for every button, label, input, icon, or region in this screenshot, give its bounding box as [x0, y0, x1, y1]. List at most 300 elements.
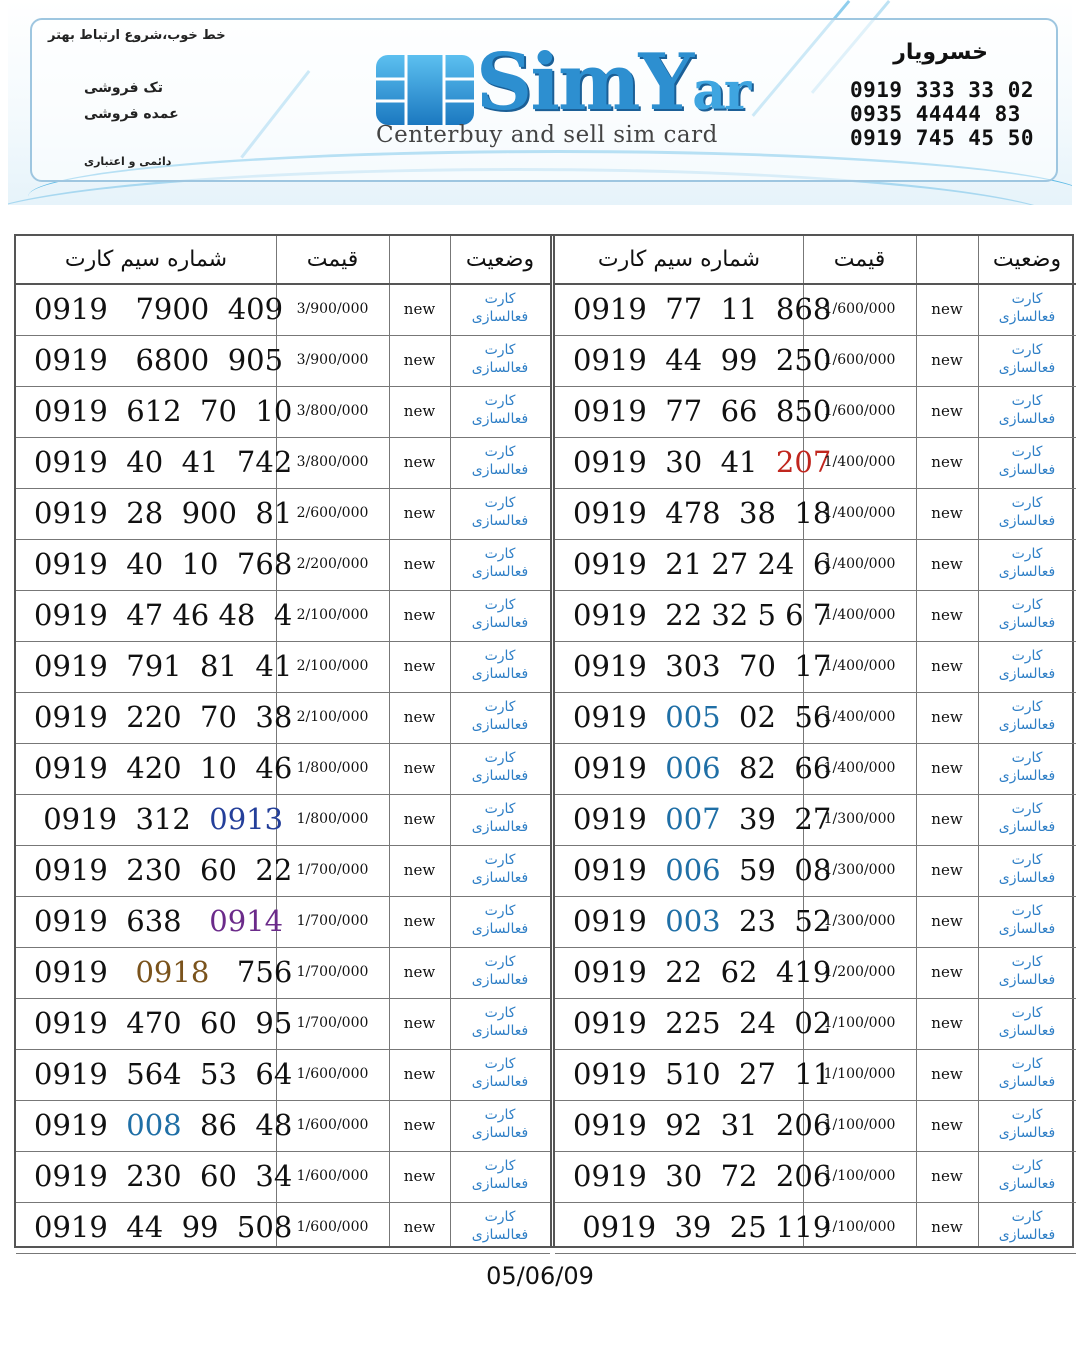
number-digits: 39 27: [720, 802, 832, 836]
table-row[interactable]: [16, 1049, 550, 1101]
table-row[interactable]: [555, 794, 1076, 846]
table-row[interactable]: [555, 590, 1076, 642]
price-cell: 3/800/000: [296, 403, 369, 419]
status-line-2: فعالسازی: [998, 717, 1056, 733]
number-digits: 02 56: [720, 700, 832, 734]
price-cell: 1/100/000: [823, 1015, 896, 1031]
header-banner: [8, 0, 1072, 205]
condition-cell: new: [931, 1167, 963, 1185]
condition-cell: new: [403, 759, 436, 777]
condition-cell: new: [931, 759, 963, 777]
sim-number: [555, 590, 832, 641]
status-line-2: فعالسازی: [471, 1176, 529, 1192]
table-row[interactable]: [555, 641, 1076, 693]
highlighted-digits: 008: [126, 1108, 182, 1142]
brand-logo-main: SimY: [476, 37, 693, 128]
condition-cell: new: [931, 300, 963, 318]
status-cell: [978, 539, 1076, 590]
price-cell: 2/100/000: [296, 709, 369, 725]
status-line-2: فعالسازی: [471, 309, 529, 325]
status-line-1: کارت: [484, 699, 516, 715]
status-line-2: فعالسازی: [998, 768, 1056, 784]
sim-number: [555, 1100, 832, 1151]
table-row[interactable]: [16, 1202, 550, 1254]
status-cell: [978, 998, 1076, 1049]
price-cell: 3/900/000: [296, 301, 369, 317]
status-line-1: کارت: [484, 444, 516, 460]
price-cell: 1/700/000: [296, 964, 369, 980]
table-row[interactable]: [16, 386, 550, 438]
wholesale-label: عمده فروشی: [84, 106, 179, 122]
price-cell: 1/700/000: [296, 862, 369, 878]
phone-number[interactable]: 0935 44444 83: [850, 102, 1021, 126]
status-cell: [450, 284, 550, 335]
number-digits: 0919 612 70 10: [34, 394, 293, 428]
column-header-status: وضعیت: [465, 247, 535, 272]
number-digits: 0919 77 66 850: [573, 394, 832, 428]
status-cell: [978, 386, 1076, 437]
status-line-2: فعالسازی: [471, 1125, 529, 1141]
number-digits: 756: [209, 955, 293, 989]
table-row[interactable]: [16, 692, 550, 744]
status-line-2: فعالسازی: [998, 309, 1056, 325]
number-digits: 0919 22 32 5 6 7: [573, 598, 832, 632]
price-cell: 1/600/000: [296, 1117, 369, 1133]
condition-cell: new: [403, 810, 436, 828]
status-cell: [978, 590, 1076, 641]
sim-number: [16, 335, 284, 386]
brand-logo-suffix: ar: [692, 61, 750, 122]
number-digits: 0919 220 70 38: [34, 700, 293, 734]
status-line-1: کارت: [484, 852, 516, 868]
table-row[interactable]: [555, 692, 1076, 744]
status-line-1: کارت: [1011, 597, 1043, 613]
column-header-condition: [389, 236, 450, 283]
table-row[interactable]: [555, 1151, 1076, 1203]
status-line-1: کارت: [484, 546, 516, 562]
number-digits: 0919 40 10 768: [34, 547, 293, 581]
sim-number: [16, 1151, 293, 1202]
column-header-status: وضعیت: [992, 247, 1062, 272]
status-cell: [978, 1100, 1076, 1151]
number-digits: 0919: [573, 700, 666, 734]
number-digits: 0919 40 41 742: [34, 445, 293, 479]
column-header-price: قیمت: [306, 247, 359, 272]
table-row[interactable]: [555, 437, 1076, 489]
sim-number: [555, 794, 832, 845]
status-line-1: کارت: [1011, 699, 1043, 715]
status-line-1: کارت: [1011, 954, 1043, 970]
status-line-2: فعالسازی: [998, 1074, 1056, 1090]
status-line-2: فعالسازی: [998, 411, 1056, 427]
table-row[interactable]: [555, 896, 1076, 948]
number-digits: 0919 44 99 250: [573, 343, 832, 377]
status-line-1: کارت: [484, 1005, 516, 1021]
status-line-1: کارت: [1011, 495, 1043, 511]
status-cell: [978, 1151, 1076, 1202]
status-line-2: فعالسازی: [998, 972, 1056, 988]
status-line-1: کارت: [1011, 1056, 1043, 1072]
number-digits: 0919 312: [34, 802, 210, 836]
status-line-2: فعالسازی: [998, 870, 1056, 886]
status-cell: [978, 437, 1076, 488]
number-digits: 0919 28 900 81: [34, 496, 293, 530]
sim-number: [555, 947, 832, 998]
price-cell: 1/400/000: [823, 607, 896, 623]
table-row[interactable]: [555, 947, 1076, 999]
status-line-2: فعالسازی: [998, 1176, 1056, 1192]
highlighted-digits: 0913: [209, 802, 284, 836]
table-row[interactable]: [16, 284, 550, 336]
status-line-2: فعالسازی: [471, 666, 529, 682]
table-row[interactable]: [16, 896, 550, 948]
number-digits: 0919 225 24 02: [573, 1006, 832, 1040]
status-line-1: کارت: [1011, 1158, 1043, 1174]
condition-cell: new: [931, 963, 963, 981]
table-right-half: [553, 236, 1076, 1246]
status-cell: [450, 947, 550, 998]
condition-cell: new: [931, 504, 963, 522]
status-line-2: فعالسازی: [471, 870, 529, 886]
status-line-2: فعالسازی: [998, 666, 1056, 682]
sim-number: [555, 641, 832, 692]
status-line-1: کارت: [484, 597, 516, 613]
number-digits: 0919 6800 905: [34, 343, 284, 377]
status-line-2: فعالسازی: [471, 768, 529, 784]
number-digits: 0919 791 81 41: [34, 649, 293, 683]
status-line-1: کارت: [1011, 801, 1043, 817]
highlighted-digits: 207: [775, 445, 832, 479]
status-cell: [450, 794, 550, 845]
status-line-2: فعالسازی: [471, 1227, 529, 1243]
status-cell: [978, 1202, 1076, 1253]
number-digits: 0919 22 62 419: [573, 955, 832, 989]
table-header-row: [555, 236, 1076, 285]
table-row[interactable]: [16, 1151, 550, 1203]
table-row[interactable]: [555, 284, 1076, 336]
sim-number: [555, 488, 832, 539]
status-line-2: فعالسازی: [471, 462, 529, 478]
price-cell: 1/700/000: [296, 913, 369, 929]
table-row[interactable]: [16, 437, 550, 489]
status-cell: [978, 845, 1076, 896]
retail-label: تک فروشی: [84, 80, 163, 96]
number-digits: 0919: [34, 955, 136, 989]
status-line-1: کارت: [1011, 1209, 1043, 1225]
price-cell: 2/600/000: [296, 505, 369, 521]
status-line-2: فعالسازی: [471, 1074, 529, 1090]
status-line-2: فعالسازی: [471, 513, 529, 529]
status-cell: [978, 947, 1076, 998]
status-line-1: کارت: [1011, 903, 1043, 919]
status-cell: [978, 743, 1076, 794]
phone-number[interactable]: 0919 745 45 50: [850, 126, 1035, 150]
highlighted-digits: 006: [665, 853, 721, 887]
number-digits: 0919 564 53 64: [34, 1057, 293, 1091]
sim-number: [555, 998, 832, 1049]
sim-number: [555, 386, 832, 437]
highlighted-digits: 005: [665, 700, 721, 734]
status-line-1: کارت: [1011, 546, 1043, 562]
price-cell: 1/400/000: [823, 709, 896, 725]
status-cell: [450, 896, 550, 947]
price-cell: 1/400/000: [823, 556, 896, 572]
number-digits: 82 66: [720, 751, 832, 785]
status-line-1: کارت: [1011, 342, 1043, 358]
owner-name: خسرویار: [893, 40, 988, 65]
sim-number: [555, 1049, 832, 1100]
status-cell: [978, 641, 1076, 692]
phone-number[interactable]: 0919 333 33 02: [850, 78, 1035, 102]
sim-number: [555, 1151, 832, 1202]
sim-number: [16, 488, 293, 539]
table-row[interactable]: [555, 1202, 1076, 1254]
sim-number: [16, 539, 293, 590]
permanent-prepaid-label: دائمی و اعتباری: [84, 155, 172, 168]
price-cell: 1/400/000: [823, 454, 896, 470]
table-row[interactable]: [16, 947, 550, 999]
condition-cell: new: [931, 861, 963, 879]
status-line-2: فعالسازی: [471, 411, 529, 427]
condition-cell: new: [403, 300, 436, 318]
table-row[interactable]: [555, 488, 1076, 540]
condition-cell: new: [931, 657, 963, 675]
condition-cell: new: [403, 708, 436, 726]
price-cell: 2/100/000: [296, 658, 369, 674]
status-line-1: کارت: [484, 291, 516, 307]
column-header-number: شماره سیم کارت: [597, 247, 761, 272]
status-cell: [450, 386, 550, 437]
status-cell: [978, 488, 1076, 539]
status-cell: [450, 845, 550, 896]
condition-cell: new: [931, 1116, 963, 1134]
sim-number: [16, 692, 293, 743]
price-cell: 1/600/000: [823, 403, 896, 419]
price-cell: 1/600/000: [296, 1219, 369, 1235]
price-cell: 1/400/000: [823, 505, 896, 521]
status-cell: [450, 488, 550, 539]
status-line-2: فعالسازی: [998, 615, 1056, 631]
sim-number: [16, 896, 284, 947]
table-row[interactable]: [555, 386, 1076, 438]
table-row[interactable]: [555, 539, 1076, 591]
table-row[interactable]: [16, 488, 550, 540]
table-row[interactable]: [16, 335, 550, 387]
number-digits: 86 48: [181, 1108, 293, 1142]
status-line-1: کارت: [484, 1209, 516, 1225]
condition-cell: new: [403, 1014, 436, 1032]
price-cell: 1/600/000: [296, 1168, 369, 1184]
price-cell: 1/100/000: [823, 1117, 896, 1133]
sim-number: [16, 590, 293, 641]
sim-number: [16, 845, 293, 896]
status-line-2: فعالسازی: [998, 564, 1056, 580]
highlighted-digits: 006: [665, 751, 721, 785]
status-line-2: فعالسازی: [471, 819, 529, 835]
status-line-2: فعالسازی: [471, 717, 529, 733]
status-line-1: کارت: [484, 393, 516, 409]
status-line-1: کارت: [484, 342, 516, 358]
number-digits: 0919: [573, 853, 666, 887]
price-cell: 1/800/000: [296, 811, 369, 827]
condition-cell: new: [931, 1065, 963, 1083]
condition-cell: new: [403, 1218, 436, 1236]
price-cell: 3/800/000: [296, 454, 369, 470]
table-row[interactable]: [555, 998, 1076, 1050]
price-cell: 1/700/000: [296, 1015, 369, 1031]
sim-number: [16, 284, 284, 335]
status-line-1: کارت: [1011, 648, 1043, 664]
highlighted-digits: 003: [665, 904, 721, 938]
table-row[interactable]: [16, 998, 550, 1050]
price-cell: 1/100/000: [823, 1168, 896, 1184]
table-row[interactable]: [16, 1100, 550, 1152]
number-digits: 0919 230 60 34: [34, 1159, 293, 1193]
condition-cell: new: [403, 606, 436, 624]
status-cell: [978, 335, 1076, 386]
condition-cell: new: [403, 453, 436, 471]
number-digits: 59 08: [720, 853, 832, 887]
sim-number: [555, 845, 832, 896]
status-line-2: فعالسازی: [998, 1227, 1056, 1243]
status-cell: [450, 335, 550, 386]
status-line-1: کارت: [1011, 1005, 1043, 1021]
sim-price-table: [14, 234, 1074, 1248]
status-cell: [978, 692, 1076, 743]
status-cell: [450, 437, 550, 488]
condition-cell: new: [403, 912, 436, 930]
price-cell: 1/600/000: [296, 1066, 369, 1082]
table-row[interactable]: [555, 335, 1076, 387]
sim-number: [555, 692, 832, 743]
sim-number: [16, 1049, 293, 1100]
status-cell: [978, 284, 1076, 335]
price-cell: 1/100/000: [823, 1066, 896, 1082]
number-digits: 0919 510 27 11: [573, 1057, 832, 1091]
price-cell: 1/400/000: [823, 760, 896, 776]
sim-number: [16, 1100, 293, 1151]
number-digits: 0919 478 38 18: [573, 496, 832, 530]
sim-number: [16, 998, 293, 1049]
number-digits: 0919: [573, 802, 666, 836]
status-line-1: کارت: [484, 750, 516, 766]
condition-cell: new: [931, 708, 963, 726]
column-header-condition: [916, 236, 978, 283]
status-cell: [450, 590, 550, 641]
sim-number: [555, 539, 832, 590]
sim-number: [16, 1202, 293, 1253]
condition-cell: new: [403, 1065, 436, 1083]
condition-cell: new: [931, 453, 963, 471]
sim-number: [16, 437, 293, 488]
sim-number: [555, 284, 832, 335]
number-digits: 0919: [573, 904, 666, 938]
sim-number: [555, 335, 832, 386]
price-cell: 1/600/000: [823, 352, 896, 368]
number-digits: 0919 7900 409: [34, 292, 284, 326]
condition-cell: new: [403, 1167, 436, 1185]
number-digits: 23 52: [720, 904, 832, 938]
price-cell: 1/600/000: [823, 301, 896, 317]
sim-number: [16, 743, 293, 794]
table-row[interactable]: [16, 641, 550, 693]
status-line-1: کارت: [484, 1107, 516, 1123]
status-cell: [978, 1049, 1076, 1100]
number-digits: 0919 420 10 46: [34, 751, 293, 785]
sim-chip-icon: [376, 55, 474, 125]
table-row[interactable]: [555, 1049, 1076, 1101]
table-row[interactable]: [16, 794, 550, 846]
number-digits: 0919 21 27 24 6: [573, 547, 832, 581]
sim-number: [16, 386, 293, 437]
price-cell: 1/100/000: [823, 1219, 896, 1235]
status-line-1: کارت: [484, 903, 516, 919]
status-line-1: کارت: [484, 801, 516, 817]
status-line-2: فعالسازی: [998, 819, 1056, 835]
condition-cell: new: [931, 351, 963, 369]
status-cell: [978, 794, 1076, 845]
status-line-1: کارت: [484, 495, 516, 511]
status-cell: [450, 1049, 550, 1100]
sim-number: [555, 743, 832, 794]
highlighted-digits: 0918: [135, 955, 210, 989]
condition-cell: new: [403, 1116, 436, 1134]
status-line-2: فعالسازی: [471, 615, 529, 631]
table-row[interactable]: [555, 743, 1076, 795]
condition-cell: new: [931, 912, 963, 930]
table-row[interactable]: [555, 1100, 1076, 1152]
sim-number: [555, 437, 832, 488]
number-digits: 0919 230 60 22: [34, 853, 293, 887]
status-line-2: فعالسازی: [471, 360, 529, 376]
condition-cell: new: [931, 1218, 963, 1236]
status-line-1: کارت: [1011, 444, 1043, 460]
status-cell: [450, 641, 550, 692]
table-header-row: [16, 236, 550, 285]
sim-number: [16, 947, 293, 998]
price-cell: 1/400/000: [823, 658, 896, 674]
number-digits: 0919: [34, 1108, 127, 1142]
status-line-1: کارت: [1011, 291, 1043, 307]
status-line-2: فعالسازی: [998, 1023, 1056, 1039]
table-row[interactable]: [16, 743, 550, 795]
table-row[interactable]: [16, 539, 550, 591]
status-cell: [450, 1151, 550, 1202]
slogan: خط خوب،شروع ارتباط بهتر: [48, 28, 226, 43]
table-left-half: [16, 236, 552, 1246]
table-row[interactable]: [555, 845, 1076, 897]
status-line-2: فعالسازی: [998, 1125, 1056, 1141]
price-cell: 1/300/000: [823, 913, 896, 929]
condition-cell: new: [403, 657, 436, 675]
condition-cell: new: [403, 861, 436, 879]
price-cell: 2/200/000: [296, 556, 369, 572]
status-line-1: کارت: [1011, 852, 1043, 868]
status-line-1: کارت: [484, 1158, 516, 1174]
price-cell: 1/200/000: [823, 964, 896, 980]
price-cell: 1/800/000: [296, 760, 369, 776]
condition-cell: new: [403, 351, 436, 369]
condition-cell: new: [403, 963, 436, 981]
condition-cell: new: [931, 402, 963, 420]
status-line-1: کارت: [1011, 750, 1043, 766]
table-row[interactable]: [16, 845, 550, 897]
status-cell: [978, 896, 1076, 947]
number-digits: 0919 77 11 868: [573, 292, 832, 326]
table-row[interactable]: [16, 590, 550, 642]
condition-cell: new: [403, 504, 436, 522]
price-cell: 1/300/000: [823, 862, 896, 878]
